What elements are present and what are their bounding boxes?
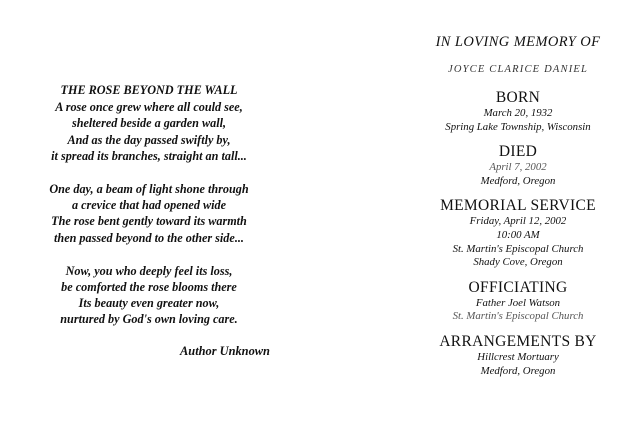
officiant-name: Father Joel Watson <box>475 296 561 309</box>
poem-line: nurtured by God's own loving care. <box>60 312 238 327</box>
arrangements-heading: ARRANGEMENTS BY <box>439 332 597 350</box>
service-section <box>418 197 618 269</box>
born-date: March 20, 1932 <box>483 107 553 119</box>
arrangements-section <box>418 333 618 378</box>
born-heading: BORN <box>495 89 541 106</box>
service-heading: MEMORIAL SERVICE <box>440 197 596 215</box>
poem-stanza-3 <box>14 263 284 328</box>
poem-line: Now, you who deeply feel its loss, <box>65 263 233 278</box>
poem-stanza-2 <box>14 181 284 246</box>
poem <box>14 82 284 345</box>
officiating-section <box>418 279 618 324</box>
service-date: Friday, April 12, 2002 <box>469 215 567 228</box>
poem-stanza-1 <box>14 99 284 164</box>
service-town: Shady Cove, Oregon <box>473 256 563 269</box>
poem-line: The rose bent gently toward its warmth <box>51 214 247 229</box>
died-place: Medford, Oregon <box>480 174 556 187</box>
poem-line: A rose once grew where all could see, <box>55 100 243 115</box>
service-time: 10:00 AM <box>496 228 540 241</box>
memorial-details <box>418 34 618 387</box>
poem-line: a crevice that had opened wide <box>71 198 226 213</box>
officiant-church: St. Martin's Episcopal Church <box>452 310 584 323</box>
died-heading: DIED <box>498 143 538 161</box>
mortuary-name: Hillcrest Mortuary <box>477 350 559 363</box>
officiating-heading: OFFICIATING <box>468 278 568 296</box>
died-date: April 7, 2002 <box>489 161 547 174</box>
poem-line: sheltered beside a garden wall, <box>71 116 227 131</box>
service-church: St. Martin's Episcopal Church <box>452 242 584 255</box>
poem-line: it spread its branches, straight an tall... <box>51 148 247 163</box>
poem-line: then passed beyond to the other side... <box>54 230 244 245</box>
born-section <box>418 89 618 134</box>
poem-author: Author Unknown <box>180 344 270 358</box>
poem-line: One day, a beam of light shone through <box>49 182 249 197</box>
mortuary-town: Medford, Oregon <box>480 364 556 377</box>
born-place: Spring Lake Township, Wisconsin <box>445 120 591 133</box>
memorial-header: IN LOVING MEMORY OF <box>435 34 601 50</box>
poem-line: And as the day passed swiftly by, <box>67 132 231 147</box>
poem-line: Its beauty even greater now, <box>78 296 220 311</box>
died-section <box>418 143 618 188</box>
deceased-name: JOYCE CLARICE DANIEL <box>447 64 589 75</box>
poem-title: THE ROSE BEYOND THE WALL <box>60 83 238 97</box>
poem-line: be comforted the rose blooms there <box>61 280 237 295</box>
